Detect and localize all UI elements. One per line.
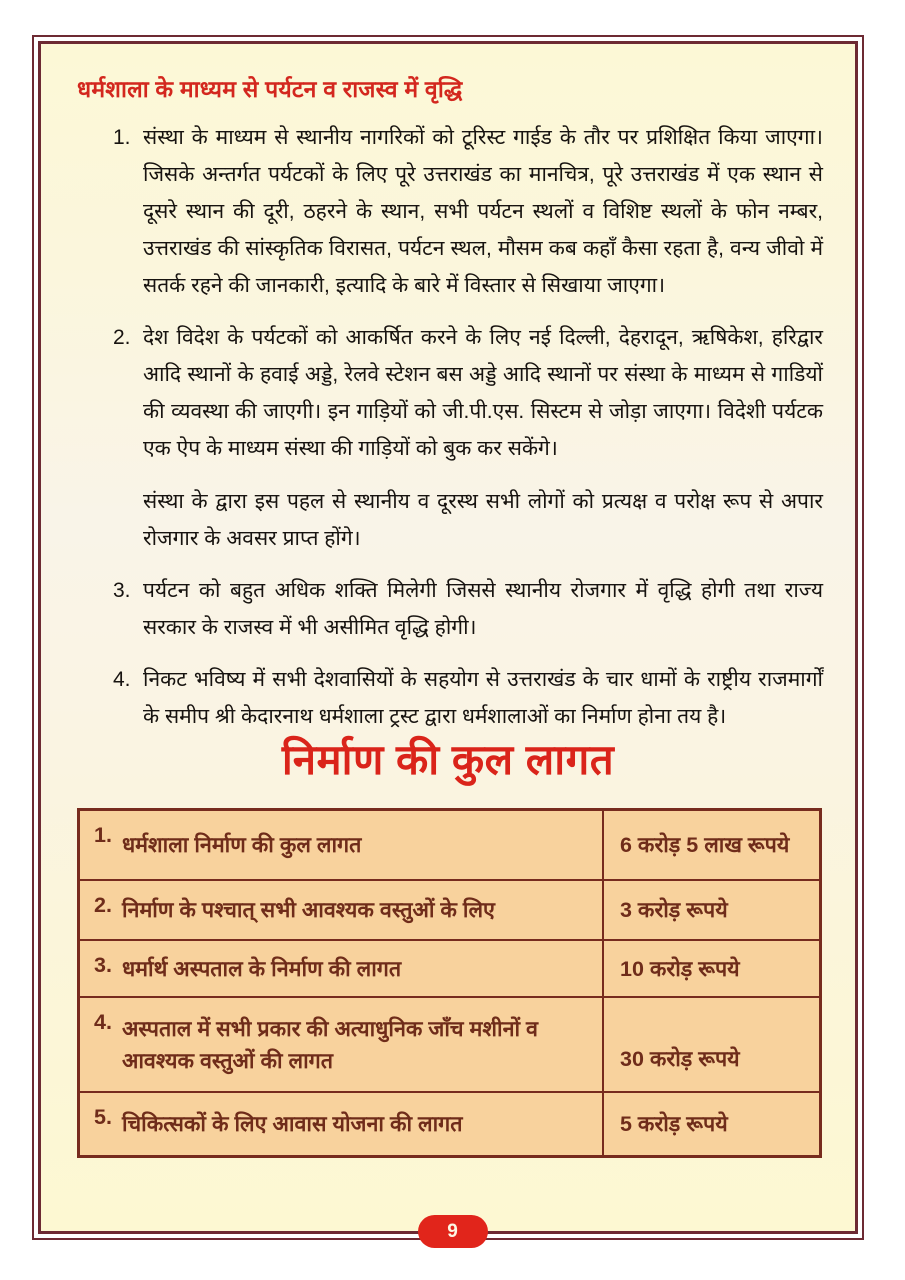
list-item-number: 4. xyxy=(113,668,131,691)
list-item-text: निकट भविष्य में सभी देशवासियों के सहयोग से उत्तराखंड के चार धामों के राष्ट्रीय राजमार्गों के समीप श्री केदारनाथ धर्मशाला ट्रस्ट द्वारा धर्मशालाओं का निर्माण होना तय है। xyxy=(143,668,823,728)
page-content-area xyxy=(38,41,858,1234)
table-row xyxy=(80,1093,819,1155)
page-border-frame xyxy=(32,35,864,1240)
list-item-2 xyxy=(113,319,823,467)
list-item-1 xyxy=(113,119,823,304)
row-number: 5. xyxy=(94,1105,112,1129)
page-number-badge xyxy=(418,1215,488,1248)
list-item-number: 1. xyxy=(113,126,131,149)
row-number: 4. xyxy=(94,1010,112,1034)
row-item-text: धर्मशाला निर्माण की कुल लागत xyxy=(121,833,362,857)
table-cell-item xyxy=(80,811,604,879)
list-item-text: पर्यटन को बहुत अधिक शक्ति मिलेगी जिससे स्थानीय रोजगार में वृद्धि होगी तथा राज्य सरकार के राजस्व में भी असीमित वृद्धि होगी। xyxy=(143,579,823,639)
list-item-text: देश विदेश के पर्यटकों को आकर्षित करने के लिए नई दिल्ली, देहरादून, ऋषिकेश, हरिद्वार आदि स्थानों के हवाई अड्डे, रेलवे स्टेशन बस अड्डे आदि स्थानों पर संस्था के माध्यम से गाडियों की व्यवस्था की जाएगी। इन गाड़ियों को जी.पी.एस. सिस्टम से जोड़ा जाएगा। विदेशी पर्यटक एक ऐप के माध्यम संस्था की गाड़ियों को बुक कर सकेंगे। xyxy=(143,326,823,460)
table-cell-value: 5 करोड़ रूपये xyxy=(620,1112,728,1136)
continuation-paragraph: संस्था के द्वारा इस पहल से स्थानीय व दूरस्थ सभी लोगों को प्रत्यक्ष व परोक्ष रूप से अपार रोजगार के अवसर प्राप्त होंगे। xyxy=(143,490,823,550)
row-item-text: निर्माण के पश्चात् सभी आवश्यक वस्तुओं के लिए xyxy=(121,898,495,922)
list-item-3 xyxy=(113,572,823,646)
row-number: 1. xyxy=(94,823,112,847)
table-cell-item xyxy=(80,1093,604,1155)
costs-heading: निर्माण की कुल लागत xyxy=(281,736,615,783)
intro-heading: धर्मशाला के माध्यम से पर्यटन व राजस्व में वृद्धि xyxy=(77,76,463,102)
list-item-text: संस्था के माध्यम से स्थानीय नागरिकों को टूरिस्ट गाईड के तौर पर प्रशिक्षित किया जाएगा। जिसके अन्तर्गत पर्यटकों के लिए पूरे उत्तराखंड का मानचित्र, पूरे उत्तराखंड में एक स्थान से दूसरे स्थान की दूरी, ठहरने के स्थान, सभी पर्यटन स्थलों व विशिष्ट स्थलों के फोन नम्बर, उत्तराखंड की सांस्कृतिक विरासत, पर्यटन स्थल, मौसम कब कहाँ कैसा रहता है, वन्य जीवो में सतर्क रहने की जानकारी, इत्यादि के बारे में विस्तार से सिखाया जाएगा। xyxy=(143,126,823,297)
table-row xyxy=(80,811,819,881)
list-item-number: 2. xyxy=(113,326,131,349)
row-item-text: अस्पताल में सभी प्रकार की अत्याधुनिक जाँच मशीनों व आवश्यक वस्तुओं की लागत xyxy=(121,1016,538,1073)
table-cell-item xyxy=(80,998,604,1091)
table-cell-item xyxy=(80,941,604,996)
list-item-number: 3. xyxy=(113,579,131,602)
table-cell-value: 3 करोड़ रूपये xyxy=(620,898,728,922)
table-row xyxy=(80,881,819,941)
page-number: 9 xyxy=(447,1220,458,1242)
cost-table xyxy=(77,808,822,1158)
table-cell-value: 30 करोड़ रूपये xyxy=(620,1047,740,1071)
table-row xyxy=(80,941,819,998)
intro-list xyxy=(113,119,823,467)
row-number: 2. xyxy=(94,893,112,917)
table-cell-value: 6 करोड़ 5 लाख रूपये xyxy=(620,833,790,857)
row-item-text: चिकित्सकों के लिए आवास योजना की लागत xyxy=(121,1112,463,1136)
table-cell-item xyxy=(80,881,604,939)
row-number: 3. xyxy=(94,953,112,977)
table-row xyxy=(80,998,819,1093)
list-item-4 xyxy=(113,661,823,735)
row-item-text: धर्मार्थ अस्पताल के निर्माण की लागत xyxy=(121,956,402,981)
intro-list-continued xyxy=(113,572,823,735)
table-cell-value: 10 करोड़ रूपये xyxy=(620,956,740,981)
